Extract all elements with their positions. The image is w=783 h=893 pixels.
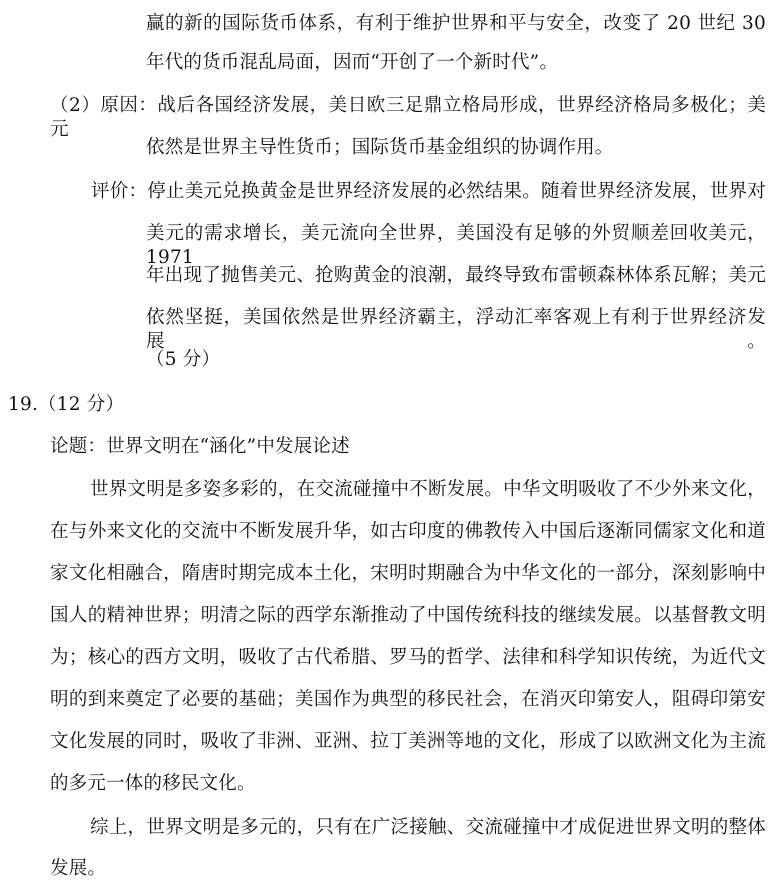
eval-line-1: 评价：停止美元兑换黄金是世界经济发展的必然结果。随着世界经济发展，世界对	[91, 181, 766, 202]
reason-line-2: 依然是世界主导性货币；国际货币基金组织的协调作用。	[146, 137, 614, 158]
para1-line-5: 为；核心的西方文明，吸收了古代希腊、罗马的哲学、法律和科学知识传统，为近代文	[50, 647, 766, 668]
para1-line-8: 的多元一体的移民文化。	[50, 773, 256, 794]
eval-line-4: 依然坚挺，美国依然是世界经济霸主，浮动汇率客观上有利于世界经济发展。	[146, 307, 766, 352]
para1-line-2: 在与外来文化的交流中不断发展升华，如古印度的佛教传入中国后逐渐同儒家文化和道	[50, 521, 766, 542]
para1-line-6: 明的到来奠定了必要的基础；美国作为典型的移民社会，在消灭印第安人，阻碍印第安	[50, 689, 766, 710]
q19-heading: 19.（12 分）	[8, 394, 125, 415]
para2-line-2: 发展。	[50, 858, 107, 879]
para1-line-1: 世界文明是多姿多彩的，在交流碰撞中不断发展。中华文明吸收了不少外来文化，	[90, 479, 766, 500]
para1-line-3: 家文化相融合，隋唐时期完成本土化，宋明时期融合为中华文化的一部分，深刻影响中	[50, 563, 766, 584]
sec1-line-2: 年代的货币混乱局面，因而“开创了一个新时代”。	[146, 52, 559, 73]
reason-line-1: （2）原因：战后各国经济发展，美日欧三足鼎立格局形成，世界经济格局多极化；美元	[50, 95, 766, 140]
eval-score: （5 分）	[146, 349, 221, 370]
para1-line-7: 文化发展的同时，吸收了非洲、亚洲、拉丁美洲等地的文化，形成了以欧洲文化为主流	[50, 731, 766, 752]
para1-line-4: 国人的精神世界；明清之际的西学东渐推动了中国传统科技的继续发展。以基督教文明	[50, 605, 766, 626]
q19-thesis: 论题：世界文明在“涵化”中发展论述	[50, 436, 350, 457]
sec1-line-1: 赢的新的国际货币体系，有利于维护世界和平与安全，改变了 20 世纪 30	[146, 13, 766, 34]
para2-line-1: 综上，世界文明是多元的，只有在广泛接触、交流碰撞中才成促进世界文明的整体	[90, 817, 766, 838]
eval-line-2: 美元的需求增长，美元流向全世界，美国没有足够的外贸顺差回收美元，1971	[146, 223, 766, 268]
eval-line-3: 年出现了抛售美元、抢购黄金的浪潮，最终导致布雷顿森林体系瓦解；美元	[146, 265, 766, 286]
